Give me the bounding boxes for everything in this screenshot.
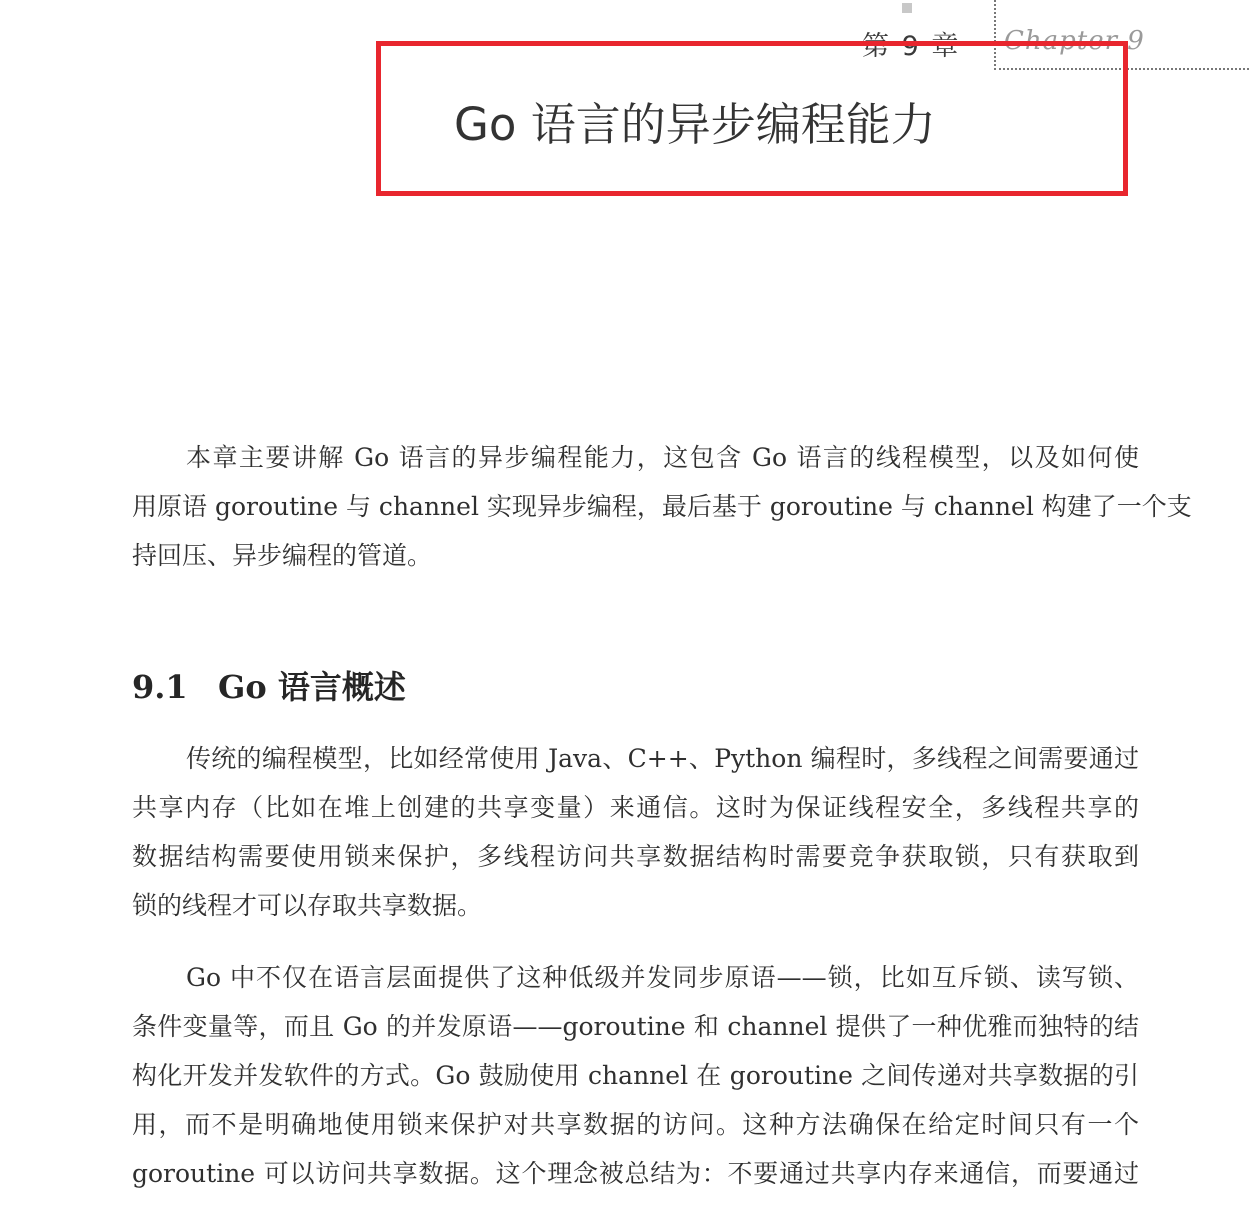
text-line: 本章主要讲解 Go 语言的异步编程能力，这包含 Go 语言的线程模型，以及如何使 <box>186 443 1139 472</box>
section-title: Go 语言概述 <box>218 668 406 706</box>
text-line: 用原语 goroutine 与 channel 实现异步编程，最后基于 goroutine 与 channel 构建了一个支 <box>132 492 1192 521</box>
text-line: 共享内存（比如在堆上创建的共享变量）来通信。这时为保证线程安全，多线程共享的 <box>132 793 1139 822</box>
chapter-script-label: Chapter 9 <box>1004 26 1145 56</box>
chapter-title: Go 语言的异步编程能力 <box>454 98 936 151</box>
section-number: 9.1 <box>132 668 188 706</box>
text-line: 锁的线程才可以存取共享数据。 <box>132 891 483 920</box>
text-line: 条件变量等，而且 Go 的并发原语——goroutine 和 channel 提供了一种优雅而独特的结 <box>132 1012 1139 1041</box>
text-line: 传统的编程模型，比如经常使用 Java、C++、Python 编程时，多线程之间需要通过 <box>186 744 1139 773</box>
text-line: 数据结构需要使用锁来保护，多线程访问共享数据结构时需要竞争获取锁，只有获取到 <box>132 842 1139 871</box>
text-line: 构化开发并发软件的方式。Go 鼓励使用 channel 在 goroutine 之间传递对共享数据的引 <box>132 1061 1139 1090</box>
page-corner-mark <box>902 3 912 13</box>
body-paragraph <box>132 734 1139 930</box>
text-line: 用，而不是明确地使用锁来保护对共享数据的访问。这种方法确保在给定时间只有一个 <box>132 1110 1139 1139</box>
text-line: Go 中不仅在语言层面提供了这种低级并发同步原语——锁，比如互斥锁、读写锁、 <box>186 963 1139 992</box>
intro-paragraph <box>132 433 1192 580</box>
text-line: 持回压、异步编程的管道。 <box>132 541 433 570</box>
highlight-frame <box>376 41 1128 196</box>
body-paragraph <box>132 953 1139 1198</box>
chapter-label: 第 9 章 <box>862 31 961 62</box>
text-line: goroutine 可以访问共享数据。这个理念被总结为：不要通过共享内存来通信，而要通过 <box>132 1159 1139 1188</box>
section-heading <box>132 662 406 708</box>
